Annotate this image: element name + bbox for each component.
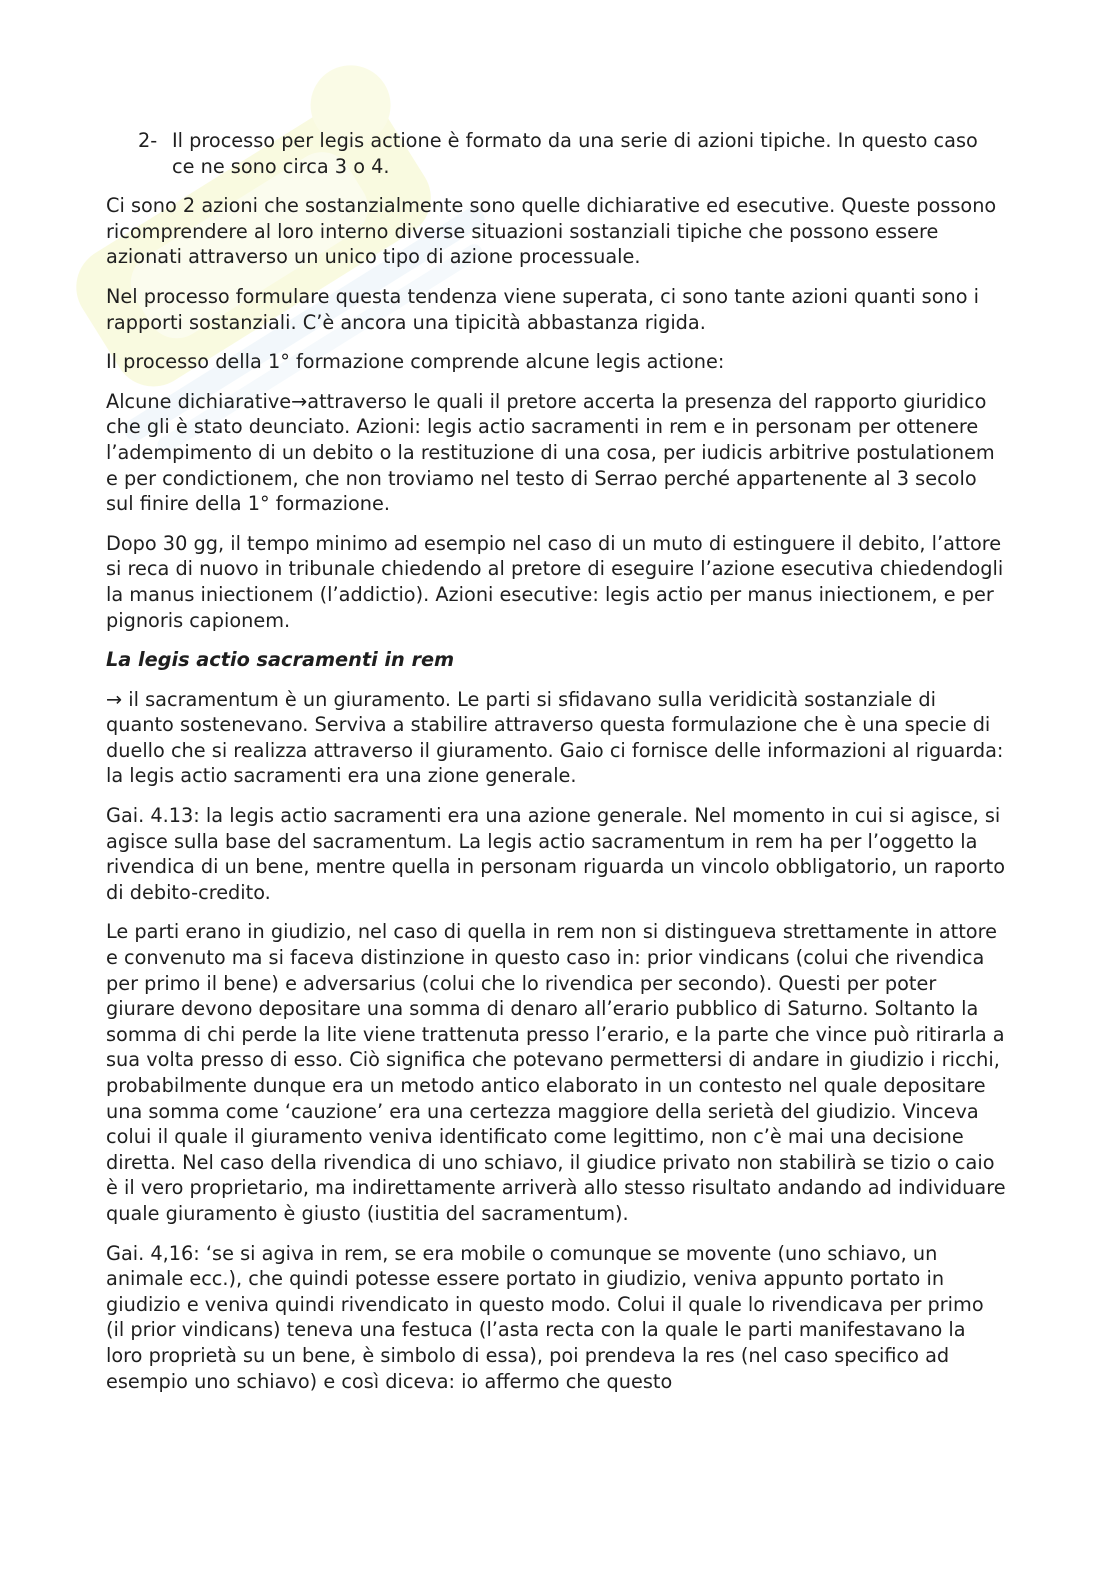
paragraph-prima-formazione: Il processo della 1° formazione comprende alcune legis actione: (106, 350, 725, 374)
paragraph-esecutive: Dopo 30 gg, il tempo minimo ad esempio nel caso di un muto di estinguere il debito, l’attore si reca di nuovo in tribunale chiedendo al pretore di eseguire l’azione esecutiva chiedendogli la manus iniectionem (l’addictio). Azioni esecutive: legis actio per manus iniectionem, e per pignoris capionem. (106, 531, 1004, 632)
paragraph-sacramentum: → il sacramentum è un giuramento. Le parti si sfidavano sulla veridicità sostanziale di quanto sostenevano. Serviva a stabilire attraverso questa formulazione che è una specie di duello che si realizza attraverso il giuramento. Gaio ci fornisce delle informazioni al riguarda: la legis actio sacramenti era una zione generale. (106, 687, 1004, 788)
paragraph-dichiarative: Alcune dichiarative→attraverso le quali il pretore accerta la presenza del rapporto giuridico che gli è stato deunciato. Azioni: legis actio sacramenti in rem e in personam per ottenere l’adempimento di un debito o la restituzione di una cosa, per iudicis arbitrive postulationem e per condictionem, che non troviamo nel testo di Serrao perché appartenente al 3 secolo sul finire della 1° formazione. (106, 389, 995, 516)
paragraph-processo-formulare: Nel processo formulare questa tendenza viene superata, ci sono tante azioni quanti sono i rapporti sostanziali. C’è ancora una tipicità abbastanza rigida. (106, 284, 980, 334)
section-heading: La legis actio sacramenti in rem (106, 648, 455, 672)
paragraph-azioni: Ci sono 2 azioni che sostanzialmente sono quelle dichiarative ed esecutive. Queste possono ricomprendere al loro interno diverse situazioni sostanziali tipiche che possono essere azionati attraverso un unico tipo di azione processuale. (106, 194, 997, 269)
list-number: 2- (138, 129, 158, 152)
numbered-list-item (138, 128, 1006, 179)
paragraph-parti-in-giudizio: Le parti erano in giudizio, nel caso di quella in rem non si distingueva strettamente in attore e convenuto ma si faceva distinzione in questo caso in: prior vindicans (colui che rivendica per primo il bene) e adversarius (colui che lo rivendica per secondo). Questi per poter giurare devono depositare una somma di denaro all’erario pubblico di Saturno. Soltanto la somma di chi perde la lite viene trattenuta presso l’erario, e la parte che vince può ritirarla a sua volta presso di esso. Ciò significa che potevano permettersi di andare in giudizio i ricchi, probabilmente dunque era un metodo antico elaborato in un contesto nel quale depositare una somma come ‘cauzione’ era una certezza maggiore della serietà del giudizio. Vinceva colui il quale il giuramento veniva identificato come legittimo, non c’è mai una decisione diretta. Nel caso della rivendica di uno schiavo, il giudice privato non stabilirà se tizio o caio è il vero proprietario, ma indirettamente arriverà allo stesso risultato andando ad individuare quale giuramento è giusto (iustitia del sacramentum). (106, 920, 1006, 1225)
document-page (106, 128, 1006, 1408)
paragraph-gaio-4-16: Gai. 4,16: ‘se si agiva in rem, se era mobile o comunque se movente (uno schiavo, un animale ecc.), che quindi potesse essere portato in giudizio, veniva appunto portato in giudizio e veniva quindi rivendicato in questo modo. Colui il quale lo rivendicava per primo (il prior vindicans) teneva una festuca (l’asta recta con la quale le parti manifestavano la loro proprietà su un bene, è simbolo di essa), poi prendeva la res (nel caso specifico ad esempio uno schiavo) e così diceva: io affermo che questo (106, 1241, 984, 1393)
paragraph-gaio-4-13: Gai. 4.13: la legis actio sacramenti era una azione generale. Nel momento in cui si agisce, si agisce sulla base del sacramentum. La legis actio sacramentum in rem ha per l’oggetto la rivendica di un bene, mentre quella in personam riguarda un vincolo obbligatorio, un raporto di debito-credito. (106, 804, 1006, 904)
list-item-text: Il processo per legis actione è formato da una serie di azioni tipiche. In questo caso ce ne sono circa 3 o 4. (172, 129, 978, 178)
